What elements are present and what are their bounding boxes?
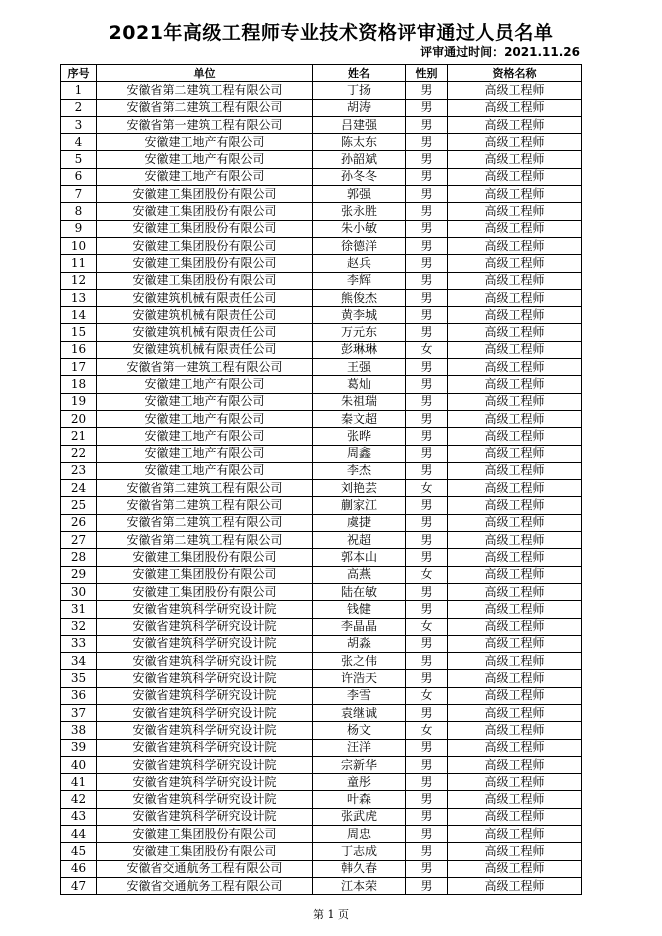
col-header-organization: 单位 [97, 65, 313, 82]
row-gender: 男 [406, 791, 448, 808]
row-organization: 安徽省第二建筑工程有限公司 [97, 99, 313, 116]
row-gender: 男 [406, 445, 448, 462]
row-qualification: 高级工程师 [448, 168, 582, 185]
row-organization: 安徽省第一建筑工程有限公司 [97, 116, 313, 133]
row-organization: 安徽建工集团股份有限公司 [97, 220, 313, 237]
row-gender: 男 [406, 237, 448, 254]
row-qualification: 高级工程师 [448, 272, 582, 289]
row-organization: 安徽省交通航务工程有限公司 [97, 877, 313, 894]
table-row [61, 428, 582, 445]
row-organization: 安徽省建筑科学研究设计院 [97, 774, 313, 791]
row-organization: 安徽省建筑科学研究设计院 [97, 808, 313, 825]
row-organization: 安徽建筑机械有限责任公司 [97, 307, 313, 324]
col-header-index: 序号 [61, 65, 97, 82]
row-gender: 女 [406, 687, 448, 704]
row-index: 44 [61, 826, 97, 843]
row-organization: 安徽建筑机械有限责任公司 [97, 289, 313, 306]
row-qualification: 高级工程师 [448, 635, 582, 652]
row-qualification: 高级工程师 [448, 324, 582, 341]
row-organization: 安徽建工地产有限公司 [97, 151, 313, 168]
row-index: 16 [61, 341, 97, 358]
row-name: 钱健 [313, 601, 406, 618]
row-index: 1 [61, 82, 97, 99]
row-index: 23 [61, 462, 97, 479]
row-name: 张之伟 [313, 653, 406, 670]
table-row [61, 445, 582, 462]
row-name: 万元东 [313, 324, 406, 341]
row-qualification: 高级工程师 [448, 739, 582, 756]
row-organization: 安徽建工集团股份有限公司 [97, 826, 313, 843]
row-index: 35 [61, 670, 97, 687]
table-row [61, 203, 582, 220]
table-row [61, 843, 582, 860]
row-organization: 安徽省建筑科学研究设计院 [97, 635, 313, 652]
row-organization: 安徽省建筑科学研究设计院 [97, 791, 313, 808]
table-row [61, 497, 582, 514]
row-name: 祝超 [313, 532, 406, 549]
row-organization: 安徽省建筑科学研究设计院 [97, 739, 313, 756]
row-organization: 安徽省建筑科学研究设计院 [97, 601, 313, 618]
row-organization: 安徽建筑机械有限责任公司 [97, 341, 313, 358]
table-row [61, 583, 582, 600]
row-index: 7 [61, 186, 97, 203]
row-qualification: 高级工程师 [448, 220, 582, 237]
row-gender: 男 [406, 82, 448, 99]
table-row [61, 134, 582, 151]
row-gender: 女 [406, 480, 448, 497]
row-gender: 男 [406, 324, 448, 341]
row-qualification: 高级工程师 [448, 116, 582, 133]
row-name: 朱祖瑞 [313, 393, 406, 410]
table-row [61, 756, 582, 773]
row-organization: 安徽省建筑科学研究设计院 [97, 670, 313, 687]
row-organization: 安徽建工集团股份有限公司 [97, 255, 313, 272]
table-row [61, 653, 582, 670]
row-qualification: 高级工程师 [448, 877, 582, 894]
row-organization: 安徽建工地产有限公司 [97, 134, 313, 151]
row-qualification: 高级工程师 [448, 255, 582, 272]
row-gender: 女 [406, 566, 448, 583]
table-row [61, 359, 582, 376]
row-organization: 安徽建工集团股份有限公司 [97, 272, 313, 289]
table-row [61, 324, 582, 341]
row-name: 李晶晶 [313, 618, 406, 635]
row-qualification: 高级工程师 [448, 653, 582, 670]
row-name: 李辉 [313, 272, 406, 289]
row-organization: 安徽建工地产有限公司 [97, 168, 313, 185]
table-row [61, 722, 582, 739]
row-index: 9 [61, 220, 97, 237]
table-row [61, 826, 582, 843]
row-gender: 女 [406, 618, 448, 635]
row-index: 20 [61, 410, 97, 427]
row-name: 黄李城 [313, 307, 406, 324]
row-qualification: 高级工程师 [448, 341, 582, 358]
row-name: 高燕 [313, 566, 406, 583]
row-index: 28 [61, 549, 97, 566]
row-name: 孙韶斌 [313, 151, 406, 168]
table-row [61, 220, 582, 237]
row-index: 3 [61, 116, 97, 133]
row-gender: 男 [406, 168, 448, 185]
row-organization: 安徽建工集团股份有限公司 [97, 549, 313, 566]
row-index: 27 [61, 532, 97, 549]
table-row [61, 739, 582, 756]
table-row [61, 860, 582, 877]
row-organization: 安徽建工地产有限公司 [97, 462, 313, 479]
row-index: 8 [61, 203, 97, 220]
table-row [61, 808, 582, 825]
table-row [61, 514, 582, 531]
row-index: 26 [61, 514, 97, 531]
table-row [61, 307, 582, 324]
row-index: 30 [61, 583, 97, 600]
row-index: 18 [61, 376, 97, 393]
row-organization: 安徽省建筑科学研究设计院 [97, 704, 313, 721]
row-name: 周鑫 [313, 445, 406, 462]
row-organization: 安徽建工地产有限公司 [97, 393, 313, 410]
table-row [61, 151, 582, 168]
table-row [61, 168, 582, 185]
row-name: 熊俊杰 [313, 289, 406, 306]
row-index: 32 [61, 618, 97, 635]
row-gender: 男 [406, 549, 448, 566]
row-qualification: 高级工程师 [448, 289, 582, 306]
row-qualification: 高级工程师 [448, 462, 582, 479]
row-organization: 安徽省建筑科学研究设计院 [97, 756, 313, 773]
row-organization: 安徽省第二建筑工程有限公司 [97, 497, 313, 514]
row-index: 12 [61, 272, 97, 289]
row-index: 19 [61, 393, 97, 410]
row-index: 42 [61, 791, 97, 808]
row-qualification: 高级工程师 [448, 82, 582, 99]
row-name: 胡涛 [313, 99, 406, 116]
row-qualification: 高级工程师 [448, 376, 582, 393]
row-index: 41 [61, 774, 97, 791]
row-organization: 安徽建工集团股份有限公司 [97, 583, 313, 600]
row-qualification: 高级工程师 [448, 704, 582, 721]
row-organization: 安徽省建筑科学研究设计院 [97, 618, 313, 635]
review-date: 评审通过时间：2021.11.26 [420, 45, 580, 59]
table-row [61, 237, 582, 254]
table-row [61, 532, 582, 549]
row-qualification: 高级工程师 [448, 203, 582, 220]
row-index: 10 [61, 237, 97, 254]
row-name: 韩久春 [313, 860, 406, 877]
row-qualification: 高级工程师 [448, 307, 582, 324]
row-qualification: 高级工程师 [448, 843, 582, 860]
personnel-table [60, 64, 582, 895]
row-gender: 男 [406, 808, 448, 825]
row-gender: 男 [406, 376, 448, 393]
row-organization: 安徽省第二建筑工程有限公司 [97, 532, 313, 549]
row-qualification: 高级工程师 [448, 549, 582, 566]
row-name: 胡淼 [313, 635, 406, 652]
row-name: 郭本山 [313, 549, 406, 566]
row-gender: 男 [406, 289, 448, 306]
row-index: 46 [61, 860, 97, 877]
row-name: 丁志成 [313, 843, 406, 860]
row-qualification: 高级工程师 [448, 151, 582, 168]
table-row [61, 376, 582, 393]
row-organization: 安徽建工地产有限公司 [97, 445, 313, 462]
row-name: 陈太东 [313, 134, 406, 151]
row-index: 40 [61, 756, 97, 773]
table-row [61, 635, 582, 652]
table-row [61, 687, 582, 704]
row-organization: 安徽省第二建筑工程有限公司 [97, 514, 313, 531]
row-index: 22 [61, 445, 97, 462]
header-row [61, 65, 582, 82]
row-name: 杨文 [313, 722, 406, 739]
row-index: 21 [61, 428, 97, 445]
table-row [61, 670, 582, 687]
table-row [61, 774, 582, 791]
row-gender: 女 [406, 341, 448, 358]
table-row [61, 99, 582, 116]
row-gender: 男 [406, 255, 448, 272]
table-header [61, 65, 582, 82]
row-qualification: 高级工程师 [448, 670, 582, 687]
row-qualification: 高级工程师 [448, 445, 582, 462]
row-organization: 安徽省建筑科学研究设计院 [97, 687, 313, 704]
row-name: 朱小敏 [313, 220, 406, 237]
row-name: 王强 [313, 359, 406, 376]
row-qualification: 高级工程师 [448, 601, 582, 618]
row-name: 许浩天 [313, 670, 406, 687]
row-organization: 安徽建工集团股份有限公司 [97, 186, 313, 203]
row-organization: 安徽建工地产有限公司 [97, 410, 313, 427]
row-organization: 安徽建工集团股份有限公司 [97, 843, 313, 860]
table-row [61, 791, 582, 808]
col-header-gender: 性别 [406, 65, 448, 82]
row-name: 叶森 [313, 791, 406, 808]
row-gender: 男 [406, 826, 448, 843]
row-index: 36 [61, 687, 97, 704]
row-gender: 男 [406, 877, 448, 894]
table-row [61, 462, 582, 479]
row-organization: 安徽建工集团股份有限公司 [97, 203, 313, 220]
row-qualification: 高级工程师 [448, 237, 582, 254]
table-row [61, 704, 582, 721]
table-row [61, 549, 582, 566]
row-gender: 男 [406, 116, 448, 133]
row-qualification: 高级工程师 [448, 99, 582, 116]
row-qualification: 高级工程师 [448, 393, 582, 410]
row-gender: 男 [406, 635, 448, 652]
col-header-name: 姓名 [313, 65, 406, 82]
row-gender: 男 [406, 774, 448, 791]
row-qualification: 高级工程师 [448, 791, 582, 808]
row-name: 陆在敏 [313, 583, 406, 600]
row-gender: 男 [406, 756, 448, 773]
row-qualification: 高级工程师 [448, 497, 582, 514]
table-row [61, 618, 582, 635]
row-name: 李杰 [313, 462, 406, 479]
row-index: 5 [61, 151, 97, 168]
row-gender: 男 [406, 704, 448, 721]
row-qualification: 高级工程师 [448, 826, 582, 843]
table-row [61, 116, 582, 133]
row-gender: 男 [406, 151, 448, 168]
row-index: 29 [61, 566, 97, 583]
row-name: 童彤 [313, 774, 406, 791]
row-qualification: 高级工程师 [448, 428, 582, 445]
row-name: 赵兵 [313, 255, 406, 272]
row-name: 徐德洋 [313, 237, 406, 254]
table-row [61, 272, 582, 289]
row-name: 吕建强 [313, 116, 406, 133]
row-index: 39 [61, 739, 97, 756]
row-qualification: 高级工程师 [448, 480, 582, 497]
row-gender: 男 [406, 739, 448, 756]
row-name: 郭强 [313, 186, 406, 203]
row-gender: 男 [406, 203, 448, 220]
row-gender: 男 [406, 186, 448, 203]
row-name: 刘艳芸 [313, 480, 406, 497]
row-gender: 男 [406, 653, 448, 670]
row-organization: 安徽省第二建筑工程有限公司 [97, 82, 313, 99]
row-qualification: 高级工程师 [448, 722, 582, 739]
row-gender: 男 [406, 272, 448, 289]
row-qualification: 高级工程师 [448, 860, 582, 877]
row-organization: 安徽省建筑科学研究设计院 [97, 722, 313, 739]
row-index: 43 [61, 808, 97, 825]
row-name: 彭琳琳 [313, 341, 406, 358]
row-organization: 安徽省交通航务工程有限公司 [97, 860, 313, 877]
table-row [61, 186, 582, 203]
row-name: 江本荣 [313, 877, 406, 894]
row-gender: 男 [406, 860, 448, 877]
table-row [61, 393, 582, 410]
row-qualification: 高级工程师 [448, 774, 582, 791]
row-organization: 安徽建工地产有限公司 [97, 428, 313, 445]
row-name: 宗新华 [313, 756, 406, 773]
table-row [61, 289, 582, 306]
row-qualification: 高级工程师 [448, 583, 582, 600]
row-name: 葛灿 [313, 376, 406, 393]
row-index: 6 [61, 168, 97, 185]
row-gender: 女 [406, 722, 448, 739]
row-gender: 男 [406, 410, 448, 427]
table-row [61, 877, 582, 894]
row-index: 17 [61, 359, 97, 376]
row-index: 13 [61, 289, 97, 306]
row-index: 33 [61, 635, 97, 652]
table-row [61, 82, 582, 99]
row-gender: 男 [406, 359, 448, 376]
row-name: 秦文超 [313, 410, 406, 427]
row-organization: 安徽省第一建筑工程有限公司 [97, 359, 313, 376]
row-name: 周忠 [313, 826, 406, 843]
row-gender: 男 [406, 843, 448, 860]
row-qualification: 高级工程师 [448, 808, 582, 825]
table-row [61, 566, 582, 583]
row-index: 4 [61, 134, 97, 151]
row-name: 张永胜 [313, 203, 406, 220]
row-index: 37 [61, 704, 97, 721]
row-index: 34 [61, 653, 97, 670]
row-name: 虞捷 [313, 514, 406, 531]
page-number: 第 1 页 [313, 908, 349, 921]
table-row [61, 410, 582, 427]
row-index: 2 [61, 99, 97, 116]
row-organization: 安徽建工集团股份有限公司 [97, 237, 313, 254]
row-qualification: 高级工程师 [448, 186, 582, 203]
row-name: 孙冬冬 [313, 168, 406, 185]
row-name: 袁继诚 [313, 704, 406, 721]
row-gender: 男 [406, 134, 448, 151]
row-organization: 安徽建工集团股份有限公司 [97, 566, 313, 583]
row-name: 李雪 [313, 687, 406, 704]
row-name: 丁扬 [313, 82, 406, 99]
row-gender: 男 [406, 514, 448, 531]
row-organization: 安徽建工地产有限公司 [97, 376, 313, 393]
row-index: 38 [61, 722, 97, 739]
table-row [61, 480, 582, 497]
row-name: 张晔 [313, 428, 406, 445]
row-qualification: 高级工程师 [448, 410, 582, 427]
table-row [61, 341, 582, 358]
table-row [61, 601, 582, 618]
row-gender: 男 [406, 428, 448, 445]
row-gender: 男 [406, 670, 448, 687]
row-index: 15 [61, 324, 97, 341]
table-row [61, 255, 582, 272]
row-index: 11 [61, 255, 97, 272]
row-qualification: 高级工程师 [448, 756, 582, 773]
row-qualification: 高级工程师 [448, 514, 582, 531]
row-gender: 男 [406, 462, 448, 479]
row-organization: 安徽省第二建筑工程有限公司 [97, 480, 313, 497]
row-index: 24 [61, 480, 97, 497]
row-index: 14 [61, 307, 97, 324]
row-qualification: 高级工程师 [448, 687, 582, 704]
row-name: 蒯家江 [313, 497, 406, 514]
row-qualification: 高级工程师 [448, 618, 582, 635]
row-gender: 男 [406, 497, 448, 514]
col-header-qualification: 资格名称 [448, 65, 582, 82]
row-organization: 安徽建筑机械有限责任公司 [97, 324, 313, 341]
row-qualification: 高级工程师 [448, 134, 582, 151]
row-qualification: 高级工程师 [448, 359, 582, 376]
row-index: 47 [61, 877, 97, 894]
row-gender: 男 [406, 99, 448, 116]
page-title: 2021年高级工程师专业技术资格评审通过人员名单 [108, 22, 554, 44]
row-gender: 男 [406, 583, 448, 600]
row-index: 45 [61, 843, 97, 860]
row-gender: 男 [406, 532, 448, 549]
row-name: 张武虎 [313, 808, 406, 825]
row-qualification: 高级工程师 [448, 532, 582, 549]
row-qualification: 高级工程师 [448, 566, 582, 583]
row-organization: 安徽省建筑科学研究设计院 [97, 653, 313, 670]
row-name: 汪洋 [313, 739, 406, 756]
row-index: 25 [61, 497, 97, 514]
row-gender: 男 [406, 393, 448, 410]
row-index: 31 [61, 601, 97, 618]
row-gender: 男 [406, 601, 448, 618]
table-body [61, 82, 582, 895]
row-gender: 男 [406, 220, 448, 237]
row-gender: 男 [406, 307, 448, 324]
